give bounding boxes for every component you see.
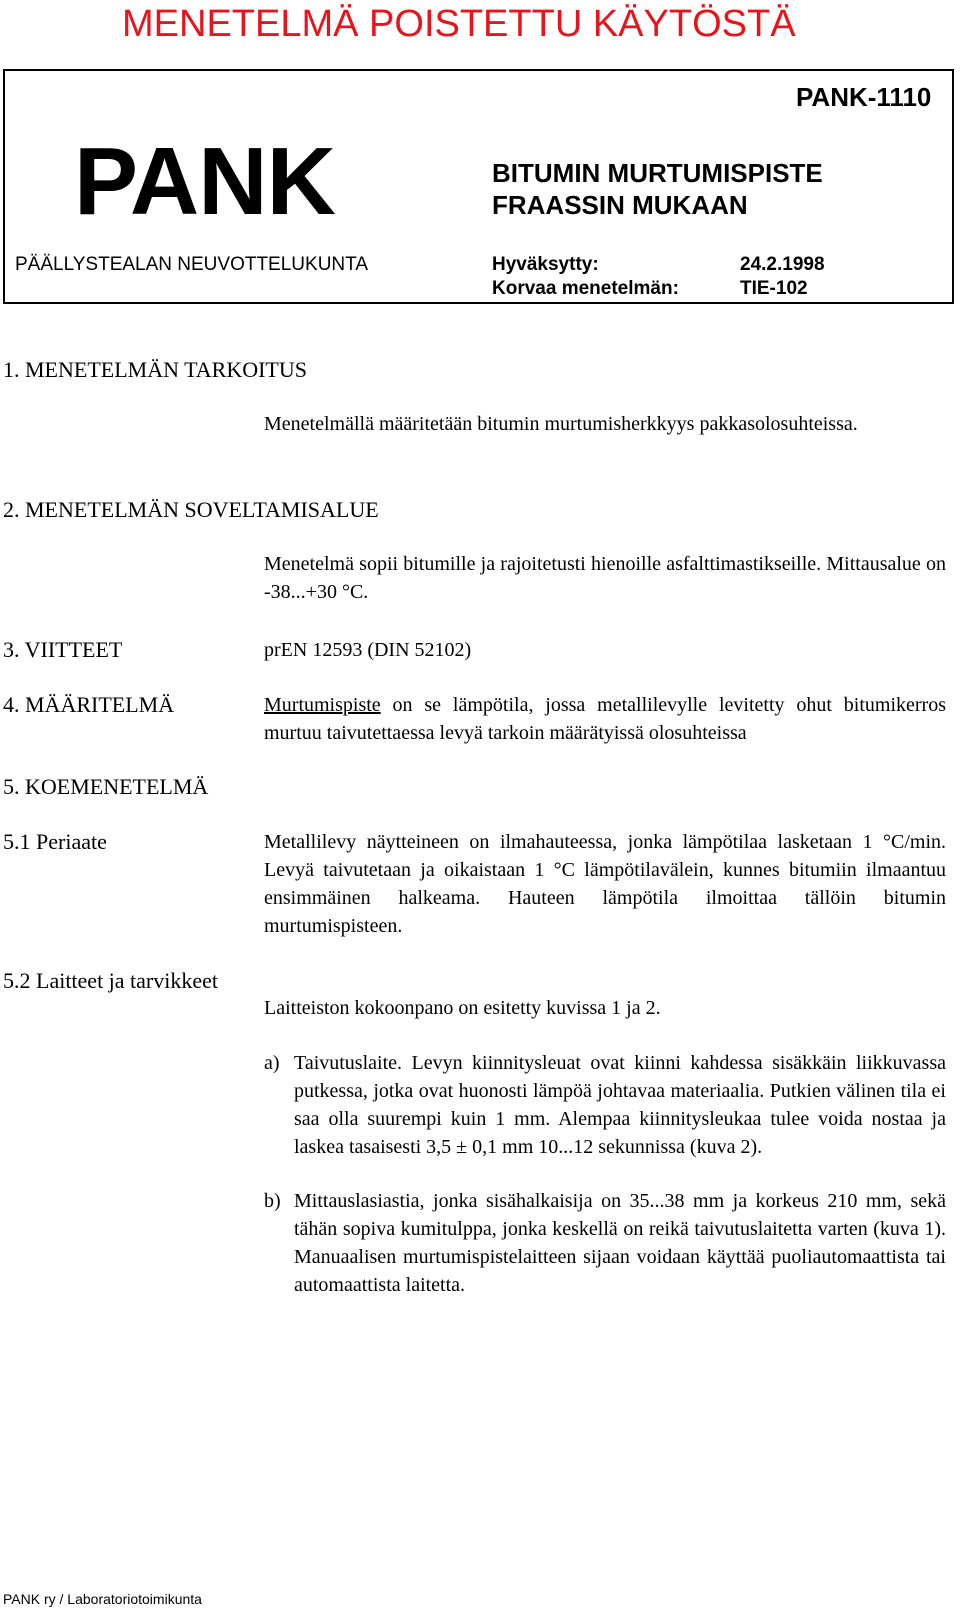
section-4-text bbox=[264, 691, 946, 747]
section-5-2-intro bbox=[264, 994, 946, 1022]
list-item bbox=[264, 1187, 946, 1299]
section-5-2-heading: 5.2 Laitteet ja tarvikkeet bbox=[3, 968, 219, 993]
section-5-1-heading: 5.1 Periaate bbox=[3, 829, 107, 854]
title-line-1: BITUMIN MURTUMISPISTE bbox=[492, 158, 823, 188]
list-item-text: Taivutuslaite. Levyn kiinnitysleuat ovat kiinni kahdessa sisäkkäin liikkuvassa putkessa, jotka ovat huonosti lämpöä johtavaa materiaalia. Putkien välinen tila ei saa olla suurempi kuin 1 mm. Alempaa kiinnitysleukaa tulee voida nostaa ja laskea tasaisesti 3,5 ± 0,1 mm 10...12 sekunnissa (kuva 2). bbox=[294, 1052, 946, 1158]
organization-name: PÄÄLLYSTEALAN NEUVOTTELUKUNTA bbox=[15, 254, 369, 275]
section-5-1-text bbox=[264, 828, 946, 940]
section-4-heading: 4. MÄÄRITELMÄ bbox=[3, 692, 175, 717]
list-item-label: a) bbox=[264, 1052, 280, 1074]
replaces-value: TIE-102 bbox=[740, 278, 808, 299]
section-1-heading: 1. MENETELMÄN TARKOITUS bbox=[3, 357, 307, 382]
section-5-1-paragraph: Metallilevy näytteineen on ilmahauteessa, jonka lämpötilaa lasketaan 1 °C/min. Levyä taivutetaan ja oikaistaan 1 °C lämpötilavälein, kunnes bitumiin ilmaantuu ensimmäinen halkeama. Hauteen lämpötila ilmoittaa tällöin bitumin murtumispisteen. bbox=[264, 831, 946, 937]
list-item-text: Mittauslasiastia, jonka sisähalkaisija on 35...38 mm ja korkeus 210 mm, sekä tähän sopiva kumitulppa, jonka keskellä on reikä taivutuslaitetta varten (kuva 1). Manuaalisen murtumispistelaitteen sijaan voidaan käyttää puoliautomaattista tai automaattista laitetta. bbox=[294, 1190, 946, 1296]
definition-text: on se lämpötila, jossa metallilevylle levitetty ohut bitumikerros murtuu taivutettaessa levyä tarkoin määrätyissä olosuhteissa bbox=[264, 694, 946, 744]
method-code: PANK-1110 bbox=[796, 82, 932, 112]
approved-label: Hyväksytty: bbox=[492, 254, 599, 275]
section-2-heading: 2. MENETELMÄN SOVELTAMISALUE bbox=[3, 497, 379, 522]
section-1-paragraph: Menetelmällä määritetään bitumin murtumisherkkyys pakkasolosuhteissa. bbox=[264, 413, 858, 435]
section-3-heading: 3. VIITTEET bbox=[3, 637, 123, 662]
withdrawn-banner: MENETELMÄ POISTETTU KÄYTÖSTÄ bbox=[122, 3, 796, 45]
section-2-paragraph: Menetelmä sopii bitumille ja rajoitetusti hienoille asfalttimastikseille. Mittausalue on -38...+30 °C. bbox=[264, 553, 946, 603]
footer: PANK ry / Laboratoriotoimikunta bbox=[3, 1591, 202, 1607]
section-5-heading: 5. KOEMENETELMÄ bbox=[3, 774, 209, 799]
pank-logo: PANK bbox=[74, 128, 335, 235]
section-2-text bbox=[264, 550, 946, 606]
list-item bbox=[264, 1049, 946, 1161]
approved-date: 24.2.1998 bbox=[740, 254, 825, 275]
replaces-label: Korvaa menetelmän: bbox=[492, 278, 679, 299]
section-4-paragraph bbox=[264, 691, 946, 747]
method-title bbox=[492, 157, 823, 221]
section-3-reference: prEN 12593 (DIN 52102) bbox=[264, 639, 472, 661]
section-1-text bbox=[264, 410, 946, 438]
list-item-label: b) bbox=[264, 1190, 281, 1212]
section-5-2-paragraph: Laitteiston kokoonpano on esitetty kuvissa 1 ja 2. bbox=[264, 997, 661, 1019]
title-line-2: FRAASSIN MUKAAN bbox=[492, 190, 748, 220]
definition-term: Murtumispiste bbox=[264, 694, 381, 716]
